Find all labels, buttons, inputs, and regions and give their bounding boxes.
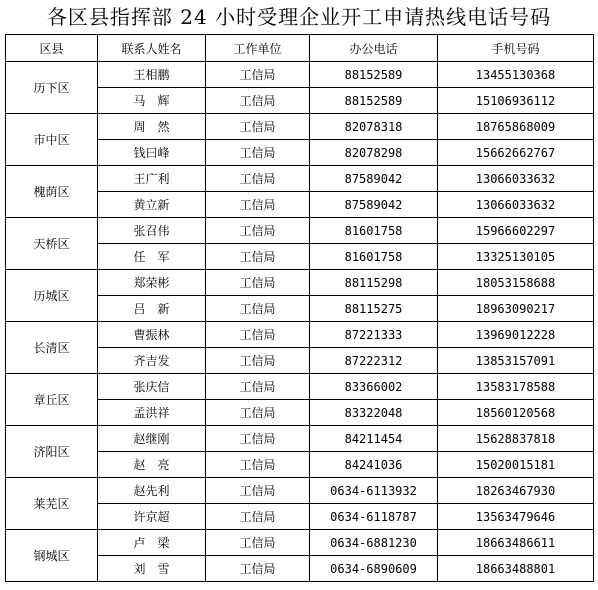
contact-name-cell: 王广利 <box>98 166 206 192</box>
mobile-number-cell: 15020015181 <box>438 452 594 478</box>
table-row <box>6 426 594 452</box>
mobile-number-cell: 13583178588 <box>438 374 594 400</box>
district-cell: 历城区 <box>6 270 98 322</box>
work-unit-cell: 工信局 <box>206 556 310 582</box>
office-phone-cell: 0634-6890609 <box>310 556 438 582</box>
work-unit-cell: 工信局 <box>206 192 310 218</box>
work-unit-cell: 工信局 <box>206 322 310 348</box>
mobile-number-cell: 18765868009 <box>438 114 594 140</box>
table-row <box>6 270 594 296</box>
office-phone-cell: 84211454 <box>310 426 438 452</box>
work-unit-cell: 工信局 <box>206 270 310 296</box>
contact-name-cell: 卢 梁 <box>98 530 206 556</box>
work-unit-cell: 工信局 <box>206 452 310 478</box>
table-body <box>6 62 594 582</box>
column-header-district: 区县 <box>6 35 98 62</box>
district-cell: 历下区 <box>6 62 98 114</box>
work-unit-cell: 工信局 <box>206 478 310 504</box>
contact-name-cell: 钱曰峰 <box>98 140 206 166</box>
table-row <box>6 478 594 504</box>
page-title: 各区县指挥部 24 小时受理企业开工申请热线电话号码 <box>46 5 552 29</box>
mobile-number-cell: 18663486611 <box>438 530 594 556</box>
contact-name-cell: 王相鹏 <box>98 62 206 88</box>
work-unit-cell: 工信局 <box>206 400 310 426</box>
office-phone-cell: 87221333 <box>310 322 438 348</box>
mobile-number-cell: 18663488801 <box>438 556 594 582</box>
mobile-number-cell: 13455130368 <box>438 62 594 88</box>
contact-name-cell: 赵先利 <box>98 478 206 504</box>
work-unit-cell: 工信局 <box>206 140 310 166</box>
district-cell: 莱芜区 <box>6 478 98 530</box>
table-row <box>6 114 594 140</box>
table-row <box>6 218 594 244</box>
office-phone-cell: 87222312 <box>310 348 438 374</box>
contact-name-cell: 任 军 <box>98 244 206 270</box>
district-cell: 槐荫区 <box>6 166 98 218</box>
work-unit-cell: 工信局 <box>206 374 310 400</box>
office-phone-cell: 87589042 <box>310 192 438 218</box>
work-unit-cell: 工信局 <box>206 114 310 140</box>
column-header-mobile-number: 手机号码 <box>438 35 594 62</box>
district-cell: 市中区 <box>6 114 98 166</box>
mobile-number-cell: 18263467930 <box>438 478 594 504</box>
work-unit-cell: 工信局 <box>206 530 310 556</box>
office-phone-cell: 0634-6113932 <box>310 478 438 504</box>
contact-name-cell: 张庆信 <box>98 374 206 400</box>
mobile-number-cell: 18963090217 <box>438 296 594 322</box>
office-phone-cell: 88152589 <box>310 62 438 88</box>
district-cell: 钢城区 <box>6 530 98 582</box>
contact-name-cell: 刘 雪 <box>98 556 206 582</box>
table-row <box>6 374 594 400</box>
table-row <box>6 322 594 348</box>
work-unit-cell: 工信局 <box>206 166 310 192</box>
mobile-number-cell: 13325130105 <box>438 244 594 270</box>
office-phone-cell: 82078318 <box>310 114 438 140</box>
office-phone-cell: 82078298 <box>310 140 438 166</box>
contact-name-cell: 赵 亮 <box>98 452 206 478</box>
work-unit-cell: 工信局 <box>206 244 310 270</box>
district-cell: 长清区 <box>6 322 98 374</box>
table-row <box>6 530 594 556</box>
contact-name-cell: 张召伟 <box>98 218 206 244</box>
mobile-number-cell: 13563479646 <box>438 504 594 530</box>
work-unit-cell: 工信局 <box>206 504 310 530</box>
contact-name-cell: 马 辉 <box>98 88 206 114</box>
office-phone-cell: 88115275 <box>310 296 438 322</box>
contact-name-cell: 赵继刚 <box>98 426 206 452</box>
mobile-number-cell: 15966602297 <box>438 218 594 244</box>
contact-name-cell: 郑荣彬 <box>98 270 206 296</box>
district-cell: 章丘区 <box>6 374 98 426</box>
office-phone-cell: 0634-6118787 <box>310 504 438 530</box>
header-row <box>6 35 594 62</box>
office-phone-cell: 88152589 <box>310 88 438 114</box>
office-phone-cell: 87589042 <box>310 166 438 192</box>
office-phone-cell: 84241036 <box>310 452 438 478</box>
district-cell: 天桥区 <box>6 218 98 270</box>
column-header-work-unit: 工作单位 <box>206 35 310 62</box>
work-unit-cell: 工信局 <box>206 348 310 374</box>
mobile-number-cell: 18053158688 <box>438 270 594 296</box>
work-unit-cell: 工信局 <box>206 218 310 244</box>
work-unit-cell: 工信局 <box>206 296 310 322</box>
contact-name-cell: 曹振林 <box>98 322 206 348</box>
contact-name-cell: 孟洪祥 <box>98 400 206 426</box>
table-row <box>6 62 594 88</box>
column-header-office-phone: 办公电话 <box>310 35 438 62</box>
mobile-number-cell: 13969012228 <box>438 322 594 348</box>
work-unit-cell: 工信局 <box>206 62 310 88</box>
office-phone-cell: 83366002 <box>310 374 438 400</box>
office-phone-cell: 81601758 <box>310 218 438 244</box>
office-phone-cell: 88115298 <box>310 270 438 296</box>
mobile-number-cell: 13066033632 <box>438 166 594 192</box>
contact-name-cell: 周 然 <box>98 114 206 140</box>
office-phone-cell: 83322048 <box>310 400 438 426</box>
mobile-number-cell: 13066033632 <box>438 192 594 218</box>
mobile-number-cell: 15628837818 <box>438 426 594 452</box>
office-phone-cell: 0634-6881230 <box>310 530 438 556</box>
contact-name-cell: 黄立新 <box>98 192 206 218</box>
mobile-number-cell: 15662662767 <box>438 140 594 166</box>
work-unit-cell: 工信局 <box>206 88 310 114</box>
table-row <box>6 166 594 192</box>
mobile-number-cell: 18560120568 <box>438 400 594 426</box>
office-phone-cell: 81601758 <box>310 244 438 270</box>
contact-name-cell: 许京超 <box>98 504 206 530</box>
contact-name-cell: 齐吉发 <box>98 348 206 374</box>
work-unit-cell: 工信局 <box>206 426 310 452</box>
contact-name-cell: 吕 新 <box>98 296 206 322</box>
mobile-number-cell: 15106936112 <box>438 88 594 114</box>
column-header-contact-name: 联系人姓名 <box>98 35 206 62</box>
district-cell: 济阳区 <box>6 426 98 478</box>
hotline-table <box>5 34 594 582</box>
mobile-number-cell: 13853157091 <box>438 348 594 374</box>
